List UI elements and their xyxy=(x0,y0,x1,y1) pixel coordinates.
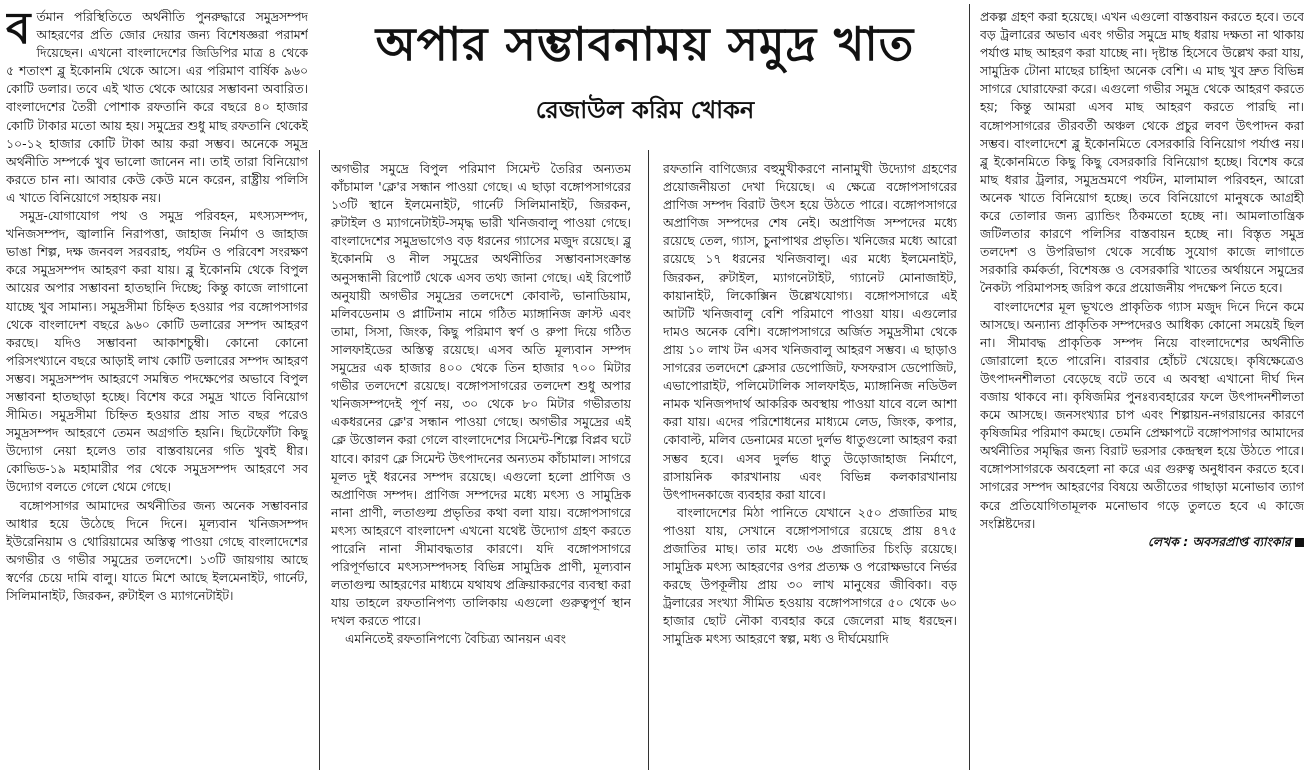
paragraph: বঙ্গোপসাগর আমাদের অর্থনীতির জন্য অনেক সম্ভাবনার আধার হয়ে উঠেছে দিনে দিনে। মূল্যবান খনিজসম্পদ ইউরেনিয়াম ও থোরিয়ামের অস্তিত্ব পাওয়া গেছে বাংলাদেশের অগভীর ও গভীর সমুদ্রের তলদেশে। ১৩টি জায়গায় আছে স্বর্ণের চেয়ে দামি বালু। যাতে মিশে আছে ইলমেনাইট, গার্নেট, সিলিমানাইট, জিরকন, রুটাইল ও ম্যাগনেটাইট। xyxy=(6,497,308,603)
column-3 xyxy=(663,160,957,775)
byline: রেজাউল করিম খোকন xyxy=(535,96,755,124)
paragraph: বাংলাদেশের মিঠা পানিতে যেখানে ২৫০ প্রজাতির মাছ পাওয়া যায়, সেখানে বঙ্গোপসাগরে রয়েছে প্রায় ৪৭৫ প্রজাতির মাছ। তার মধ্যে ৩৬ প্রজাতির চিংড়ি রয়েছে। সামুদ্রিক মৎস্য আহরণের ওপর প্রত্যক্ষ ও পরোক্ষভাবে নির্ভর করছে উপকূলীয় প্রায় ৩০ লাখ মানুষের জীবিকা। বড় ট্রলারের সংখ্যা সীমিত হওয়ায় বঙ্গোপসাগরে ৫০ থেকে ৬০ হাজার ছোট নৌকা ব্যবহার করে জেলেরা মাছ ধরছেন। সামুদ্রিক মৎস্য আহরণে স্বল্প, মধ্য ও দীর্ঘমেয়াদি xyxy=(663,504,957,647)
drop-cap: ব xyxy=(6,8,31,54)
paragraph: বর্তমান পরিস্থিতিতে অর্থনীতি পুনরুদ্ধারে সমুদ্রসম্পদ আহরণের প্রতি জোর দেয়ার জন্য বিশেষজ্ঞরা পরামর্শ দিয়েছেন। এখনো বাংলাদেশের জিডিপির মাত্র ৪ থেকে ৫ শতাংশ ব্লু ইকোনমি থেকে আসে। এর পরিমাণ বার্ষিক ৯৬০ কোটি ডলার। তবে এই খাত থেকে আয়ের সম্ভাবনা অবারিত। বাংলাদেশের তৈরী পোশাক রফতানি করে বছরে ৪০ হাজার কোটি টাকার মতো আয় হয়। সমুদ্রের শুধু মাছ রফতানি থেকেই ১০-১২ হাজার কোটি টাকা আয় করা সম্ভব। অনেকে সমুদ্র অর্থনীতি সম্পর্কে খুব ভালো জানেন না। তাই তারা বিনিয়োগ করতে চান না। আবার কেউ কেউ মনে করেন, রাষ্ট্রীয় পলিসি এ খাতে বিনিয়োগে সহায়ক নয়। xyxy=(6,8,308,205)
paragraph: প্রকল্প গ্রহণ করা হয়েছে। এখন এগুলো বাস্তবায়ন করতে হবে। তবে বড় ট্রলারের অভাব এবং গভীর সমুদ্রে মাছ ধরায় দক্ষতা না থাকায় পর্যাপ্ত মাছ আহরণ করা যাচ্ছে না। দৃষ্টান্ত হিসেবে উল্লেখ করা যায়, সামুদ্রিক টোনা মাছের চাহিদা অনেক বেশি। এ মাছ খুব দ্রুত বিভিন্ন সাগরে ঘোরাফেরা করে। এগুলো গভীর সমুদ্র থেকে আহরণ করতে হয়; কিন্তু আমরা এসব মাছ আহরণ করতে পারছি না। বঙ্গোপসাগরের তীরবর্তী অঞ্চল থেকে প্রচুর লবণ উৎপাদন করা সম্ভব। বাংলাদেশে ব্লু ইকোনমিতে বেসরকারি বিনিয়োগ পর্যাপ্ত নয়। ব্লু ইকোনমিতে কিছু কিছু বেসরকারি বিনিয়োগ হচ্ছে। বিশেষ করে মাছ ধরার ট্রলার, সমুদ্রভ্রমণে পর্যটন, মালামাল পরিবহন, আরো অনেক খাতে বিনিয়োগ হচ্ছে। তবে বিনিয়োগে মানুষকে আগ্রহী করে তোলার জন্য ব্র্যান্ডিং ঠিকমতো হচ্ছে না। আমলাতান্ত্রিক জটিলতার কারণে পলিসির বাস্তবায়ন হচ্ছে না। বিস্তৃত সমুদ্র তলদেশ ও উপরিভাগ থেকে সর্বোচ্চ সুযোগ কাজে লাগাতে সরকারি কর্মকর্তা, বিশেষজ্ঞ ও বেসরকারি খাতের অর্থায়নে সমুদ্রের নৈকট্য পরিমাপসহ জরিপ করে প্রয়োজনীয় পদক্ষেপ নিতে হবে। xyxy=(980,9,1304,296)
author-note: লেখক : অবসরপ্রাপ্ত ব্যাংকার xyxy=(1147,533,1291,549)
headline: অপার সম্ভাবনাময় সমুদ্র খাত xyxy=(375,17,915,71)
column-rule xyxy=(969,4,970,770)
paragraph: এমনিতেই রফতানিপণ্যে বৈচিত্র্য আনয়ন এবং xyxy=(345,631,566,647)
column-4 xyxy=(980,8,1304,778)
column-2 xyxy=(331,160,631,775)
column-rule xyxy=(319,150,320,770)
end-mark-icon xyxy=(1295,538,1304,547)
paragraph: বাংলাদেশের মূল ভূখণ্ডে প্রাকৃতিক গ্যাস মজুদ দিনে দিনে কমে আসছে। অন্যান্য প্রাকৃতিক সম্পদেরও আধিক্য কোনো সময়েই ছিল না। সীমাবদ্ধ প্রাকৃতিক সম্পদ নিয়ে বাংলাদেশের অর্থনীতি জোরালো হতে পারেনি। বারবার হোঁচট খেয়েছে। কৃষিক্ষেত্রেও উৎপাদনশীলতা বেড়েছে বটে তবে এ অবস্থা এখানো দীর্ঘ দিন বজায় থাকবে না। কৃষিজমির পুনঃব্যবহারের ফলে উৎপাদনশীলতা কমে আসছে। জনসংখ্যার চাপ এবং শিল্পায়ন-নগরায়নের কারণে কৃষিজমির পরিমাণ কমছে। তেমনি প্রেক্ষাপটে বঙ্গোপসাগর আমাদের অর্থনীতির সমৃদ্ধির জন্য বিরাট ভরসার কেন্দ্রস্থল হয়ে উঠতে পারে। বঙ্গোপসাগরকে অবহেলা না করে এর গুরুত্ব অনুধাবন করতে হবে। সাগরের সম্পদ আহরণের বিষয়ে অতীতের গাছাড়া মনোভাব ত্যাগ করে প্রতিযোগিতামূলক মনোভাব গড়ে তুলতে হবে এ কাজে সংশ্লিষ্টদের। xyxy=(980,298,1304,531)
column-1 xyxy=(6,8,308,778)
author-note-line xyxy=(980,533,1304,551)
paragraph: সমুদ্র-যোগাযোগ পথ ও সমুদ্র পরিবহন, মৎস্যসম্পদ, খনিজসম্পদ, জ্বালানি নিরাপত্তা, জাহাজ নির্মাণ ও জাহাজ ভাঙা শিল্প, দক্ষ জনবল সরবরাহ, পর্যটন ও পরিবেশ সংরক্ষণ করে সমুদ্রসম্পদ আহরণ করা যায়। ব্লু ইকোনমি থেকে বিপুল আয়ের অপার সম্ভাবনা হাতছানি দিচ্ছে; কিন্তু কাজে লাগানো যাচ্ছে খুব সামান্য। সমুদ্রসীমা চিহ্নিত হওয়ার পর বঙ্গোপসাগর থেকে বাংলাদেশ বছরে ৯৬০ কোটি ডলারের সম্পদ আহরণ করছে। যদিও সম্ভাবনা আকাশচুম্বী। কোনো কোনো পরিসংখ্যানে বছরে আড়াই লাখ কোটি ডলারের সম্পদ আহরণ সম্ভব। সমুদ্রসম্পদ আহরণে সমন্বিত পদক্ষেপের অভাবে বিপুল সম্ভাবনা হাতছাড়া হচ্ছে। বিশেষ করে সমুদ্র খাতে বিনিয়োগ সীমিত। সমুদ্রসীমা চিহ্নিত হওয়ার প্রায় সাত বছর পরেও সমুদ্রসম্পদ আহরণে তেমন অগ্রগতি হয়নি। ছিটেফোঁটা কিছু উদ্যোগ নেয়া হলেও তার বাস্তবায়নের গতি খুবই ধীর। কোভিড-১৯ মহামারীর পর থেকে সমুদ্রসম্পদ আহরণে সব উদ্যোগ বলতে গেলে থেমে গেছে। xyxy=(6,208,308,495)
paragraph: অগভীর সমুদ্রে বিপুল পরিমাণ সিমেন্ট তৈরির অন্যতম কাঁচামাল 'ক্লে'র সন্ধান পাওয়া গেছে। এ ছাড়া বঙ্গোপসাগরের ১৩টি স্থানে ইলমেনাইট, গার্নেট সিলিমানাইট, জিরকন, রুটাইল ও ম্যাগনেটাইট-সমৃদ্ধ ভারী খনিজবালু পাওয়া গেছে। বাংলাদেশের সমুদ্রভাগেও বড় ধরনের গ্যাসের মজুদ রয়েছে। ব্লু ইকোনমি ও নীল সমুদ্রের অর্থনীতির সম্ভাবনাসংক্রান্ত অনুসন্ধানী রিপোর্ট থেকে এসব তথ্য জানা গেছে। এই রিপোর্ট অনুযায়ী অগভীর সমুদ্রের তলদেশে কোবাল্ট, ভানাডিয়াম, মলিবডেনাম ও প্লাটিনাম নামে গঠিত ম্যাঙ্গানিজ ক্রাস্ট এবং তামা, সিসা, জিংক, কিছু পরিমাণ স্বর্ণ ও রুপা দিয়ে গঠিত সালফাইডের অস্তিত্ব রয়েছে। এসব অতি মূল্যবান সম্পদ সমুদ্রের এক হাজার ৪০০ থেকে তিন হাজার ৭০০ মিটার গভীর তলদেশে রয়েছে। বঙ্গোপসাগরের তলদেশ শুধু অপার খনিজসম্পদেই পূর্ণ নয়, ৩০ থেকে ৮০ মিটার গভীরতায় একধরনের ক্লে'র সন্ধান পাওয়া গেছে। অগভীর সমুদ্রের এই ক্লে উত্তোলন করা গেলে বাংলাদেশের সিমেন্ট-শিল্পে বিপ্লব ঘটে যাবে। কারণ ক্লে সিমেন্ট উৎপাদনের অন্যতম কাঁচামাল। সাগরে মূলত দুই ধরনের সম্পদ রয়েছে। এগুলো হলো প্রাণিজ ও অপ্রাণিজ সম্পদ। প্রাণিজ সম্পদের মধ্যে মৎস্য ও সামুদ্রিক নানা প্রাণী, লতাগুল্ম প্রভৃতির কথা বলা যায়। বঙ্গোপসাগরে মৎস্য আহরণে বাংলাদেশ এখনো যথেষ্ট উদ্যোগ গ্রহণ করতে পারেনি নানা সীমাবদ্ধতার কারণে। যদি বঙ্গোপসাগরে পরিপূর্ণভাবে মৎস্যসম্পদসহ বিভিন্ন সামুদ্রিক প্রাণী, মূল্যবান লতাগুল্ম আহরণের মাধ্যমে যথাযথ প্রক্রিয়াকরণের ব্যবস্থা করা যায় তাহলে রফতানিপণ্য তালিকায় এগুলো গুরুত্বপূর্ণ স্থান দখল করতে পারে। xyxy=(331,161,631,629)
column-rule xyxy=(648,150,649,770)
paragraph: রফতানি বাণিজ্যের বহুমুখীকরণে নানামুখী উদ্যোগ গ্রহণের প্রয়োজনীয়তা দেখা দিয়েছে। এ ক্ষেত্রে বঙ্গোপসাগরের প্রাণিজ সম্পদ বিরাট উৎস হয়ে উঠতে পারে। বঙ্গোপসাগরে অপ্রাণিজ সম্পদের শেষ নেই। অপ্রাণিজ সম্পদের মধ্যে রয়েছে তেল, গ্যাস, চুনাপাথর প্রভৃতি। খনিজের মধ্যে আরো রয়েছে ১৭ ধরনের খনিজবালু। এর মধ্যে ইলমেনাইট, জিরকন, রুটাইল, ম্যাগনেটাইট, গ্যানেট মোনাজাইট, কায়ানাইট, লিকোক্সিন উল্লেখযোগ্য। বঙ্গোপসাগরে এই আটটি খনিজবালু বেশি পরিমাণে পাওয়া যায়। এগুলোর দামও অনেক বেশি। বঙ্গোপসাগরে অর্জিত সমুদ্রসীমা থেকে প্রায় ১০ লাখ টন এসব খনিজবালু আহরণ সম্ভব। এ ছাড়াও সাগরের তলদেশে ক্লেসার ডেপোজিট, ফসফরাস ডেপোজিট, এভাপোরাইট, পলিমেটালিক সালফাইড, ম্যাঙ্গানিজ নডিউল নামক খনিজপদার্থ আকরিক অবস্থায় পাওয়া যাবে বলে আশা করা যায়। এদের পরিশোধনের মাধ্যমে লেড, জিংক, কপার, কোবাল্ট, মলিব ডেনামের মতো দুর্লভ ধাতুগুলো আহরণ করা সম্ভব হবে। এসব দুর্লভ ধাতু উড়োজাহাজ নির্মাণে, রাসায়নিক কারখানায় এবং বিভিন্ন কলকারখানায় উৎপাদনকাজে ব্যবহার করা যাবে। xyxy=(663,161,957,502)
